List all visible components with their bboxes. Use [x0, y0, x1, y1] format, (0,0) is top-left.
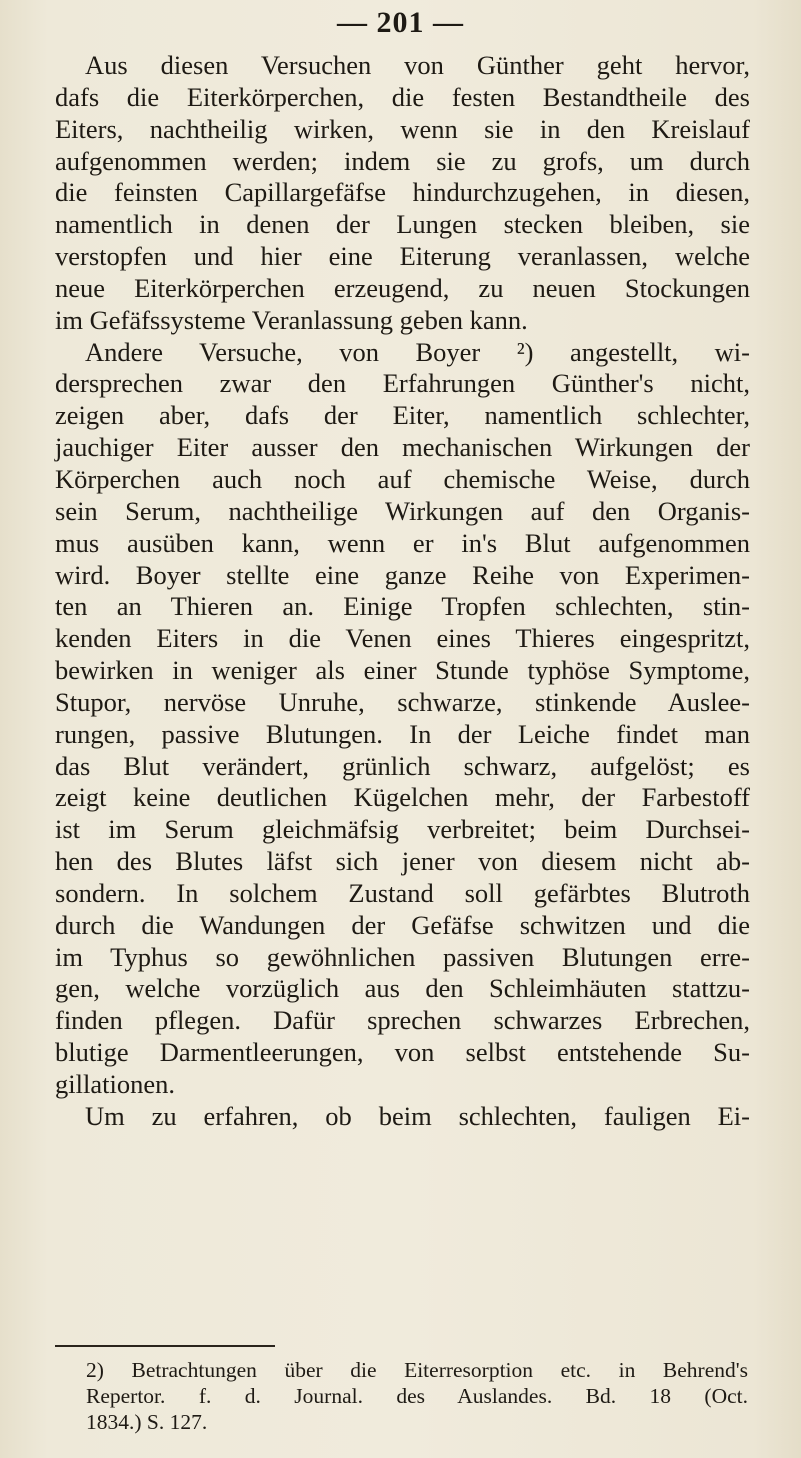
text-line: Körperchen auch noch auf chemische Weise, durch	[55, 463, 750, 494]
text-line: ist im Serum gleichmäfsig verbreitet; beim Durchsei-	[55, 814, 750, 845]
text-line: aufgenommen werden; indem sie zu grofs, um durch	[55, 145, 750, 176]
text-line: Stupor, nervöse Unruhe, schwarze, stinkende Auslee-	[55, 686, 750, 717]
text-line: jauchiger Eiter ausser den mechanischen Wirkungen der	[55, 432, 750, 463]
text-line: sondern. In solchem Zustand soll gefärbtes Blutroth	[55, 877, 750, 908]
text-line: im Gefäfssysteme Veranlassung geben kann.	[55, 304, 528, 335]
text-line: gillationen.	[55, 1069, 175, 1099]
footnote-line: 2) Betrachtungen über die Eiterresorption etc. in Behrend's	[86, 1358, 748, 1382]
text-line: das Blut verändert, grünlich schwarz, aufgelöst; es	[55, 750, 750, 781]
footnote-line: Repertor. f. d. Journal. des Auslandes. Bd. 18 (Oct.	[86, 1384, 748, 1408]
footnote-line: 1834.) S. 127.	[86, 1410, 208, 1434]
text-line: im Typhus so gewöhnlichen passiven Blutungen erre-	[55, 941, 750, 972]
text-line: blutige Darmentleerungen, von selbst entstehende Su-	[55, 1037, 750, 1068]
page-number: — 201 —	[337, 6, 464, 39]
text-line: finden pflegen. Dafür sprechen schwarzes Erbrechen,	[55, 1005, 750, 1036]
text-line: Um zu erfahren, ob beim schlechten, fauligen Ei-	[85, 1100, 750, 1131]
body-text	[55, 50, 750, 1133]
text-line: rungen, passive Blutungen. In der Leiche findet man	[55, 718, 750, 749]
text-line: verstopfen und hier eine Eiterung veranlassen, welche	[55, 241, 750, 272]
text-line: wird. Boyer stellte eine ganze Reihe von Experimen-	[55, 559, 750, 590]
text-line: kenden Eiters in die Venen eines Thieres eingespritzt,	[55, 623, 750, 654]
text-line: mus ausüben kann, wenn er in's Blut aufgenommen	[55, 527, 750, 558]
text-line: bewirken in weniger als einer Stunde typhöse Symptome,	[55, 655, 750, 686]
text-line: zeigt keine deutlichen Kügelchen mehr, der Farbestoff	[55, 782, 750, 813]
text-line: durch die Wandungen der Gefäfse schwitzen und die	[55, 909, 750, 940]
text-line: sein Serum, nachtheilige Wirkungen auf den Organis-	[55, 495, 750, 526]
text-line: neue Eiterkörperchen erzeugend, zu neuen Stockungen	[55, 272, 750, 303]
text-line: dafs die Eiterkörperchen, die festen Bestandtheile des	[55, 81, 750, 112]
text-line: ten an Thieren an. Einige Tropfen schlechten, stin-	[55, 591, 750, 622]
text-line: Eiters, nachtheilig wirken, wenn sie in den Kreislauf	[55, 113, 750, 144]
text-line: namentlich in denen der Lungen stecken bleiben, sie	[55, 209, 750, 240]
text-line: dersprechen zwar den Erfahrungen Günther's nicht,	[55, 368, 750, 399]
text-line: gen, welche vorzüglich aus den Schleimhäuten stattzu-	[55, 973, 750, 1004]
footnote	[58, 1357, 748, 1435]
text-line: die feinsten Capillargefäfse hindurchzugehen, in diesen,	[55, 177, 750, 208]
text-line: Andere Versuche, von Boyer ²) angestellt, wi-	[85, 336, 750, 367]
text-line: Aus diesen Versuchen von Günther geht hervor,	[85, 50, 750, 80]
text-line: hen des Blutes läfst sich jener von diesem nicht ab-	[55, 846, 750, 877]
text-line: zeigen aber, dafs der Eiter, namentlich schlechter,	[55, 400, 750, 431]
footnote-rule	[55, 1345, 275, 1347]
